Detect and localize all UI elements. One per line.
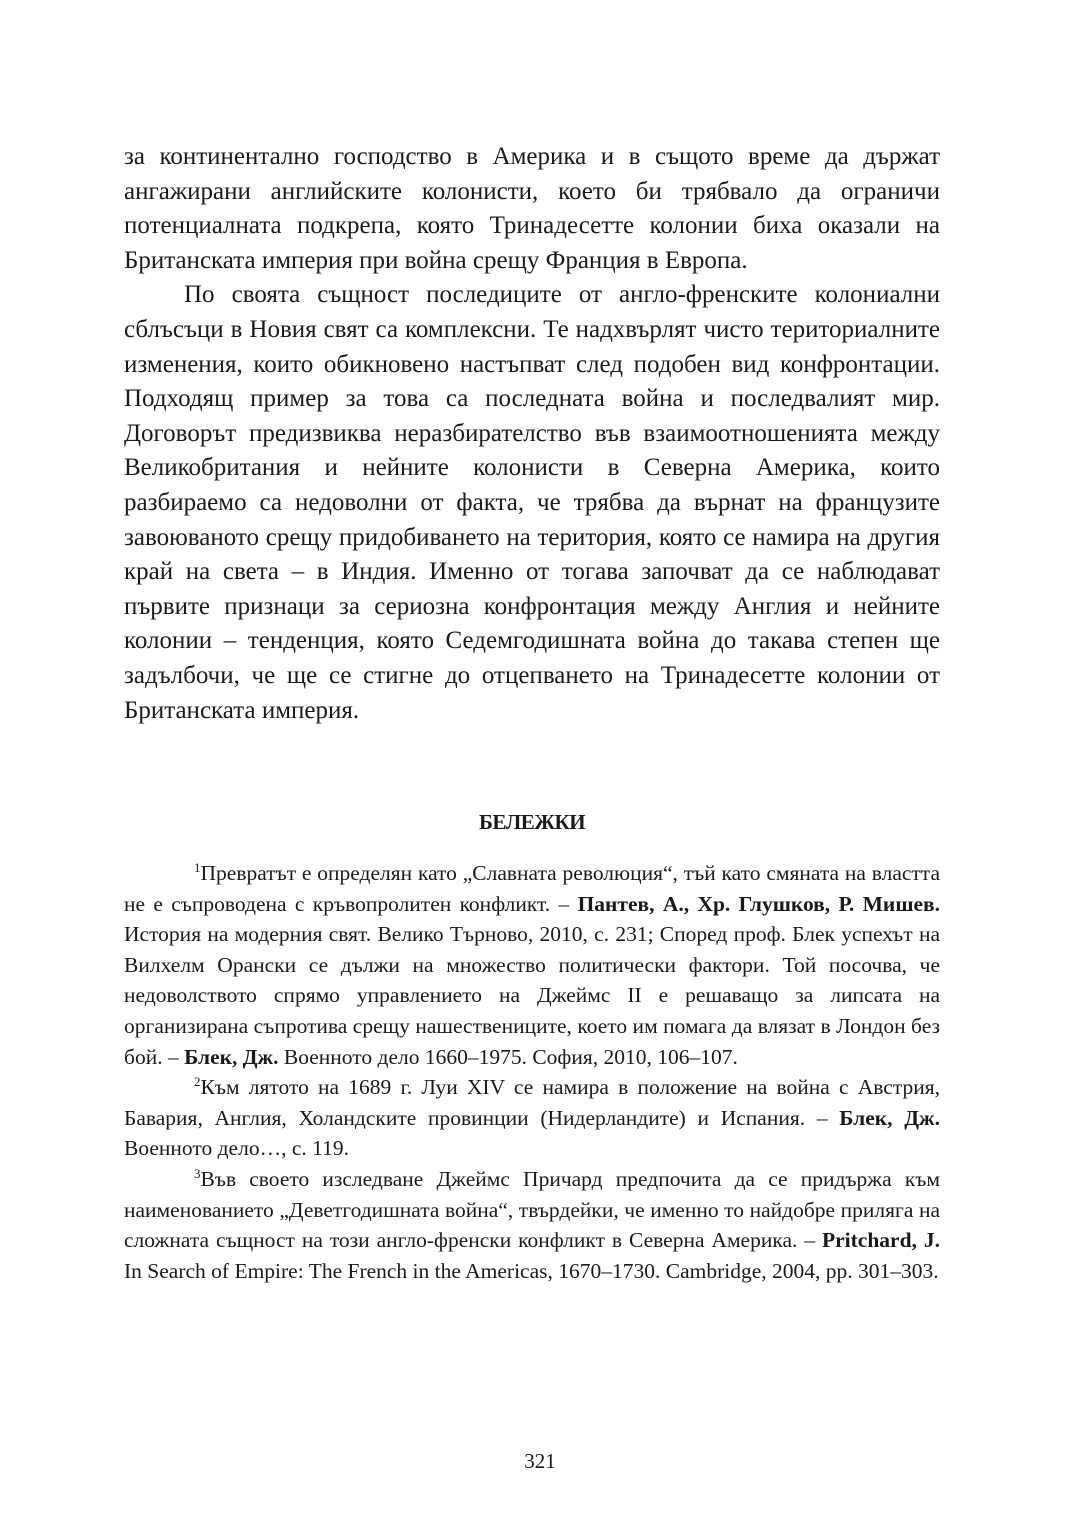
body-text (124, 140, 940, 728)
body-paragraph: По своята същност последиците от англо-френските колониални сблъсъци в Новия свят са комплексни. Те надхвърлят чисто териториалните изменения, които обикновено настъпват след подобен вид конфронтации. Подходящ пример за това са последната война и последвалият мир. Договорът предизвиква неразбирателство във взаимоотношенията между Великобритания и нейните колонисти в Северна Америка, които разбираемо са недоволни от факта, че трябва да върнат на французите завоюваното срещу придобиването на територия, която се намира на другия край на света – в Индия. Именно от тогава започват да се наблюдават първите признаци за сериозна конфронтация между Англия и нейните колонии – тенденция, която Седемгодишната война до такава степен ще задълбочи, че ще се стигне до отцепването на Тринадесетте колонии от Британската империя. (124, 281, 940, 724)
footnotes-section (124, 858, 940, 1286)
footnote-text: Във своето изследване Джеймс Причард предпочита да се придържа към наименованието „Деветгодишната война“, твърдейки, че именно то найдобре приляга на сложната същност на този англо-френски конфликт в Северна Америка. – (124, 1167, 940, 1253)
footnote-text: История на модерния свят. Велико Търново, 2010, с. 231; Според проф. Блек успехът на Вилхелм Орански се дължи на множество политически фактори. Той посочва, че недоволството спрямо управлението на Джеймс II е решаващо за липсата на организирана съпротива срещу нашествениците, което им помага да влязат в Лондон без бой. – (124, 922, 940, 1069)
footnote-author: Пантев, А., Хр. Глушков, Р. Мишев. (577, 891, 940, 916)
footnote-number: 2 (194, 1074, 201, 1090)
footnote-author: Pritchard, J. (822, 1228, 940, 1253)
footnote-text: Военното дело…, с. 119. (124, 1136, 349, 1161)
footnote-author: Блек, Дж. (839, 1105, 940, 1130)
footnote-number: 3 (194, 1166, 201, 1182)
footnote (124, 1164, 940, 1286)
footnote (124, 858, 940, 1072)
notes-heading: БЕЛЕЖКИ (478, 810, 586, 835)
footnote-author: Блек, Дж. (184, 1044, 279, 1069)
footnote-text: In Search of Empire: The French in the Americas, 1670–1730. Cambridge, 2004, pp. 301–303. (124, 1258, 939, 1283)
footnote (124, 1072, 940, 1164)
page-number: 321 (524, 1449, 556, 1473)
footnote-number: 1 (194, 860, 201, 876)
page (124, 140, 940, 1286)
footnote-text: Военното дело 1660–1975. София, 2010, 106–107. (278, 1044, 738, 1069)
footnote-text: Превратът е определян като „Славната революция“, тъй като смяната на властта не е съпроводена с кръвопролитен конфликт. – (124, 861, 940, 916)
body-paragraph: за континентално господство в Америка и в същото време да държат ангажирани английските колонисти, което би трябвало да ограничи потенциалната подкрепа, която Тринадесетте колонии биха оказали на Британската империя при война срещу Франция в Европа. (124, 143, 940, 274)
footnote-text: Към лятото на 1689 г. Луи XIV се намира в положение на война с Австрия, Бавария, Англия, Холандските провинции (Нидерландите) и Испания. – (124, 1075, 940, 1130)
